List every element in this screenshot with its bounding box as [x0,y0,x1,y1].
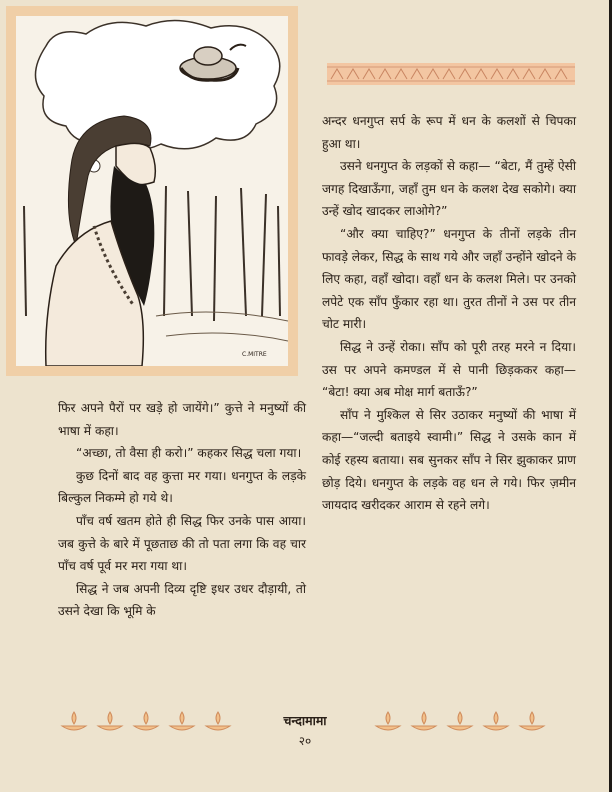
paragraph: सिद्ध ने उन्हें रोका। साँप को पूरी तरह मरने न दिया। उस पर अपने कमण्डल में से पानी छिड़ककर कहा— “बेटा! क्या अब मोक्ष मार्ग बताऊँ?” [322,339,576,400]
page-number: २० [298,734,312,748]
paragraph: “और क्या चाहिए?” धनगुप्त के तीनों लड़के तीन फावड़े लेकर, सिद्ध के साथ गये और जहाँ उन्होंने खोदने के लिए कहा, वहाँ खोदा। वहाँ धन के कलश मिले। पर उनको लपेटे एक साँप फुँकार रहा था। तुरत तीनों ने उस पर तीन चोट मारी। [322,226,576,332]
paragraph: पाँच वर्ष खतम होते ही सिद्ध फिर उनके पास आया। जब कुत्ते के बारे में पूछताछ की तो पता लगा कि वह चार पाँच वर्ष पूर्व मर मरा गया था। [58,513,306,574]
magazine-name: चन्दामामा [283,713,327,728]
lamp-ornament-left [58,708,243,734]
illustration-signature: C.MITRE [242,351,267,358]
illustration [6,6,298,376]
page-footer [0,700,612,760]
paragraph: अन्दर धनगुप्त सर्प के रूप में धन के कलशों से चिपका हुआ था। [322,114,576,151]
left-text-column [58,397,306,623]
paragraph: कुछ दिनों बाद वह कुत्ता मर गया। धनगुप्त के लड़के बिल्कुल निकम्मे हो गये थे। [58,468,306,506]
paragraph: “अच्छा, तो वैसा ही करो।” कहकर सिद्ध चला गया। [76,446,302,461]
decorative-border-top [327,63,575,85]
lamp-ornament-right [372,708,557,734]
paragraph: उसने धनगुप्त के लड़कों से कहा— “बेटा, मैं तुम्हें ऐसी जगह दिखाऊँगा, जहाँ तुम धन के कलश देख सकोगे। क्या उन्हें खोद खादकर लाओगे?” [322,159,576,219]
paragraph: सिद्ध ने जब अपनी दिव्य दृष्टि इधर उधर दौड़ायी, तो उसने देखा कि भूमि के [58,581,306,619]
paragraph: साँप ने मुश्किल से सिर उठाकर मनुष्यों की भाषा में कहा—“जल्दी बताइये स्वामी।” सिद्ध ने उसके कान में कोई रहस्य बताया। सब सुनकर साँप ने सिर झुकाकर प्राण छोड़ दिये। धनगुप्त के लड़के वह धन ले गये। फिर ज़मीन जायदाद खरीदकर आराम से रहने लगे। [322,407,576,513]
paragraph: फिर अपने पैरों पर खड़े हो जायेंगे।” कुत्ते ने मनुष्यों की भाषा में कहा। [58,401,306,438]
right-text-column [322,110,576,517]
